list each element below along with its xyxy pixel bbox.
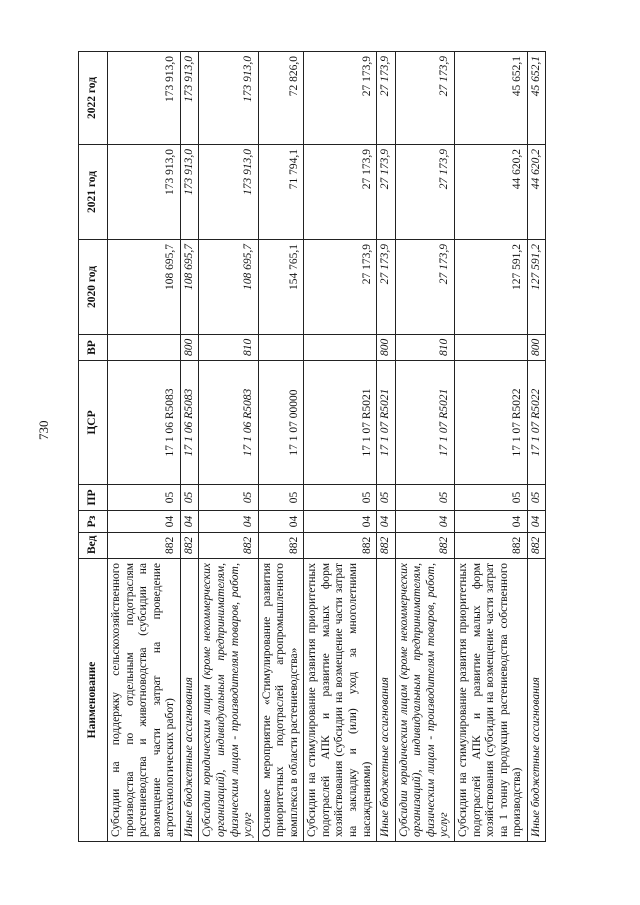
- row-2022: 45 652,1: [527, 52, 546, 145]
- row-rz: 04: [395, 511, 454, 533]
- row-ved: 882: [108, 533, 181, 559]
- row-2020: 127 591,2: [454, 240, 527, 335]
- row-csr: 17 1 07 R5021: [304, 361, 377, 485]
- row-name: Основное мероприятие «Стимулирование развития приоритетных подотраслей агропромышленного комплекса в области растениеводства»: [258, 559, 304, 842]
- row-name: Субсидии на поддержку сельскохозяйственного производства по отдельным подотраслям растениеводства и животноводства (субсидии на возмещение части затрат на проведение агротехнологических работ): [108, 559, 181, 842]
- row-2022: 27 173,9: [304, 52, 377, 145]
- budget-table-container: [78, 52, 542, 842]
- row-csr: 17 1 06 R5083: [180, 361, 199, 485]
- row-csr: 17 1 06 R5083: [199, 361, 258, 485]
- row-vr: 800: [180, 335, 199, 361]
- row-pr: 05: [304, 485, 377, 511]
- row-ved: 882: [527, 533, 546, 559]
- row-pr: 05: [454, 485, 527, 511]
- row-name: Иные бюджетные ассигнования: [527, 559, 546, 842]
- row-2020: 27 173,9: [304, 240, 377, 335]
- row-rz: 04: [199, 511, 258, 533]
- table-row: [527, 52, 546, 842]
- row-vr: 810: [395, 335, 454, 361]
- row-2020: 27 173,9: [377, 240, 396, 335]
- row-2022: 27 173,9: [377, 52, 396, 145]
- row-csr: 17 1 07 R5021: [377, 361, 396, 485]
- row-2021: 44 620,2: [527, 145, 546, 240]
- header-2020: 2020 год: [79, 240, 108, 335]
- row-csr: 17 1 07 R5021: [395, 361, 454, 485]
- row-2021: 44 620,2: [454, 145, 527, 240]
- row-pr: 05: [395, 485, 454, 511]
- header-2021: 2021 год: [79, 145, 108, 240]
- row-rz: 04: [304, 511, 377, 533]
- row-ved: 882: [395, 533, 454, 559]
- table-row: [454, 52, 527, 842]
- row-name: Иные бюджетные ассигнования: [180, 559, 199, 842]
- table-header-row: [79, 52, 108, 842]
- header-csr: ЦСР: [79, 361, 108, 485]
- row-2022: 45 652,1: [454, 52, 527, 145]
- header-2022: 2022 год: [79, 52, 108, 145]
- row-rz: 04: [108, 511, 181, 533]
- row-rz: 04: [180, 511, 199, 533]
- row-2020: 127 591,2: [527, 240, 546, 335]
- row-ved: 882: [199, 533, 258, 559]
- header-name: Наименование: [79, 559, 108, 842]
- row-name: Субсидии на стимулирование развития приоритетных подотраслей АПК и развитие малых форм хозяйствования (субсидии на возмещение части затрат на закладку и (или) уход за многолетними насаждениями): [304, 559, 377, 842]
- table-row: [108, 52, 181, 842]
- budget-table: [78, 51, 546, 842]
- row-2022: 173 913,0: [180, 52, 199, 145]
- row-pr: 05: [199, 485, 258, 511]
- row-ved: 882: [454, 533, 527, 559]
- row-pr: 05: [527, 485, 546, 511]
- header-rz: Рз: [79, 511, 108, 533]
- row-2022: 72 826,0: [258, 52, 304, 145]
- row-ved: 882: [180, 533, 199, 559]
- row-2022: 173 913,0: [108, 52, 181, 145]
- row-pr: 05: [258, 485, 304, 511]
- table-row: [304, 52, 377, 842]
- page-number: 730: [36, 420, 51, 440]
- row-2021: 27 173,9: [377, 145, 396, 240]
- row-2020: 108 695,7: [180, 240, 199, 335]
- row-2022: 27 173,9: [395, 52, 454, 145]
- header-vr: ВР: [79, 335, 108, 361]
- header-pr: ПР: [79, 485, 108, 511]
- row-csr: 17 1 06 R5083: [108, 361, 181, 485]
- row-2021: 71 794,1: [258, 145, 304, 240]
- row-vr: [304, 335, 377, 361]
- row-vr: 810: [199, 335, 258, 361]
- row-vr: [454, 335, 527, 361]
- row-pr: 05: [180, 485, 199, 511]
- table-row: [377, 52, 396, 842]
- row-rz: 04: [377, 511, 396, 533]
- row-ved: 882: [258, 533, 304, 559]
- row-2021: 173 913,0: [180, 145, 199, 240]
- row-2021: 27 173,9: [304, 145, 377, 240]
- row-name: Субсидии юридическим лицам (кроме некоммерческих организаций), индивидуальным предпринимателям, физическим лицам - производителям товаров, работ, услуг: [395, 559, 454, 842]
- row-vr: [258, 335, 304, 361]
- row-pr: 05: [377, 485, 396, 511]
- row-rz: 04: [527, 511, 546, 533]
- row-2020: 108 695,7: [199, 240, 258, 335]
- row-vr: [108, 335, 181, 361]
- row-ved: 882: [304, 533, 377, 559]
- row-name: Субсидии юридическим лицам (кроме некоммерческих организаций), индивидуальным предпринимателям, физическим лицам - производителям товаров, работ, услуг: [199, 559, 258, 842]
- row-name: Иные бюджетные ассигнования: [377, 559, 396, 842]
- row-csr: 17 1 07 R5022: [454, 361, 527, 485]
- row-2021: 27 173,9: [395, 145, 454, 240]
- row-name: Субсидии на стимулирование развития приоритетных подотраслей АПК и развитие малых форм хозяйствования (субсидии на возмещение части затрат на 1 тонну продукции растениеводства собственного производства): [454, 559, 527, 842]
- row-csr: 17 1 07 R5022: [527, 361, 546, 485]
- row-2022: 173 913,0: [199, 52, 258, 145]
- table-row: [199, 52, 258, 842]
- header-ved: Вед: [79, 533, 108, 559]
- table-row: [180, 52, 199, 842]
- table-row: [258, 52, 304, 842]
- row-2021: 173 913,0: [108, 145, 181, 240]
- row-vr: 800: [527, 335, 546, 361]
- row-rz: 04: [454, 511, 527, 533]
- row-2020: 108 695,7: [108, 240, 181, 335]
- row-2020: 27 173,9: [395, 240, 454, 335]
- row-2020: 154 765,1: [258, 240, 304, 335]
- row-pr: 05: [108, 485, 181, 511]
- row-vr: 800: [377, 335, 396, 361]
- row-ved: 882: [377, 533, 396, 559]
- row-csr: 17 1 07 00000: [258, 361, 304, 485]
- table-row: [395, 52, 454, 842]
- row-2021: 173 913,0: [199, 145, 258, 240]
- row-rz: 04: [258, 511, 304, 533]
